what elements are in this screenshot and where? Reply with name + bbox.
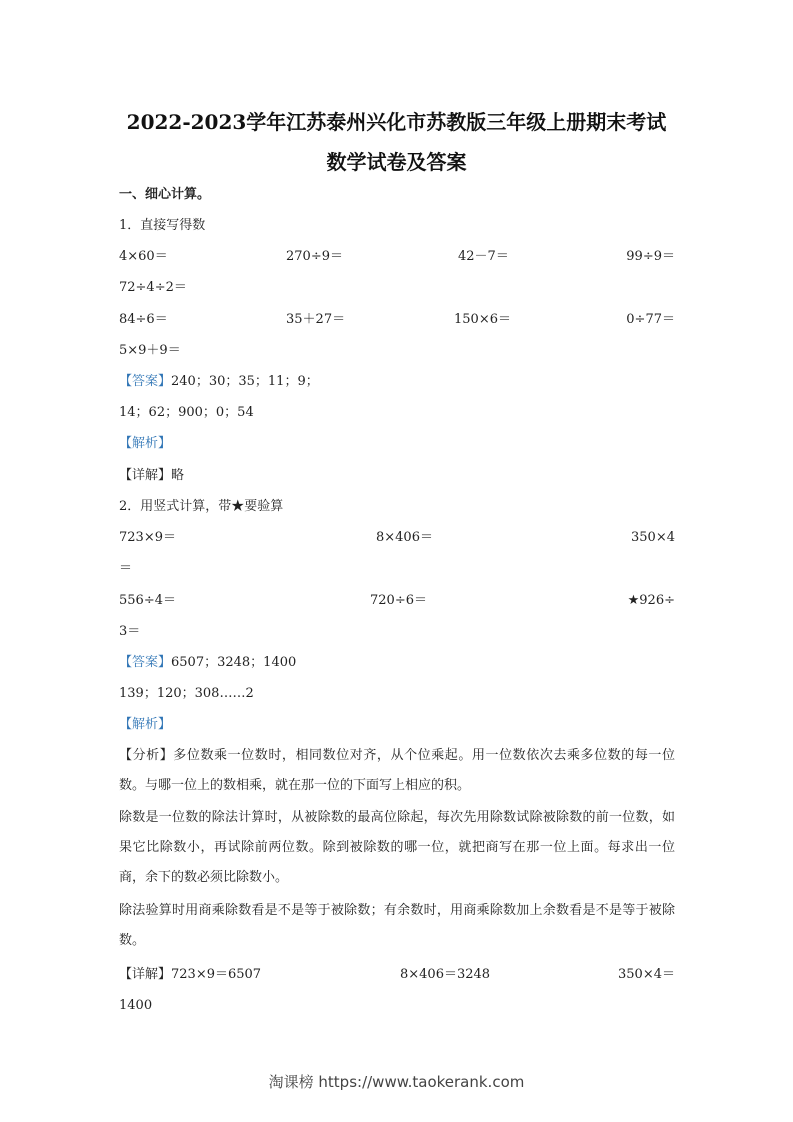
- q1-item: 84÷6＝: [119, 312, 168, 327]
- analysis-paragraph: 除数是一位数的除法计算时，从被除数的最高位除起，每次先用除数试除被除数的前一位数，如果它比除数小，再试除前两位数。除到被除数的哪一位，就把商写在那一位上面。每求出一位商，余下的数必须比除数小。: [119, 810, 675, 885]
- q2-row-2: [119, 593, 675, 609]
- title-line-1: 2022-2023学年江苏泰州兴化市苏教版三年级上册期末考试: [126, 110, 667, 134]
- q1-item: 0÷77＝: [626, 312, 675, 327]
- analysis-paragraph: 除法验算时用商乘除数看是不是等于被除数；有余数时，用商乘除数加上余数看是不是等于被除数。: [119, 903, 675, 948]
- q1-item: 99÷9＝: [626, 249, 675, 264]
- analysis-paragraph: 【分析】多位数乘一位数时，相同数位对齐，从个位乘起。用一位数依次去乘多位数的每一位数。与哪一位上的数相乘，就在那一位的下面写上相应的积。: [119, 748, 675, 793]
- q2-item: 720÷6＝: [370, 593, 427, 608]
- q1-item: 5×9＋9＝: [119, 343, 181, 358]
- q2-detail-row: [119, 967, 675, 983]
- section-heading: 一、细心计算。: [119, 187, 211, 202]
- q1-item: 35＋27＝: [286, 312, 346, 327]
- q1-row-1: [119, 249, 675, 265]
- q2-row-1: [119, 530, 675, 546]
- q1-item: 150×6＝: [454, 312, 511, 327]
- title-line-2: 数学试卷及答案: [326, 150, 467, 174]
- q2-prompt: 2．用竖式计算，带★要验算: [119, 499, 284, 514]
- q2-item: ＝: [119, 561, 133, 576]
- q1-item: 270÷9＝: [286, 249, 343, 264]
- answer-label: 【答案】: [119, 655, 172, 670]
- analysis-label: 【解析】: [119, 717, 172, 732]
- q1-detail: 【详解】略: [119, 468, 185, 483]
- answer-text: 240；30；35；11；9；: [171, 374, 319, 389]
- q2-item: ★926÷: [627, 593, 675, 608]
- q1-row-2: [119, 312, 675, 328]
- q1-item: 4×60＝: [119, 249, 168, 264]
- q2-answer-line-2: 139；120；308……2: [119, 686, 254, 701]
- q1-item: 42－7＝: [458, 249, 509, 264]
- q2-item: 8×406＝: [376, 530, 433, 545]
- answer-label: 【答案】: [119, 374, 172, 389]
- q2-item: 3＝: [119, 624, 141, 639]
- q2-detail-item: 8×406＝3248: [400, 967, 491, 982]
- q1-answer-line-2: 14；62；900；0；54: [119, 405, 254, 420]
- q2-item: 350×4: [631, 530, 675, 545]
- q2-detail-item: 350×4＝: [618, 967, 675, 982]
- q1-item: 72÷4÷2＝: [119, 280, 187, 295]
- answer-text: 6507；3248；1400: [171, 655, 297, 670]
- q2-detail-item: 【详解】723×9＝6507: [119, 967, 262, 982]
- q2-item: 723×9＝: [119, 530, 176, 545]
- analysis-label: 【解析】: [119, 436, 172, 451]
- q2-item: 556÷4＝: [119, 593, 176, 608]
- q2-detail-item: 1400: [119, 998, 153, 1013]
- q1-prompt: 1．直接写得数: [119, 218, 206, 233]
- q1-answer-line-1: [119, 374, 319, 390]
- q2-answer-line-1: [119, 655, 296, 671]
- footer-watermark: 淘课榜 https://www.taokerank.com: [268, 1073, 525, 1091]
